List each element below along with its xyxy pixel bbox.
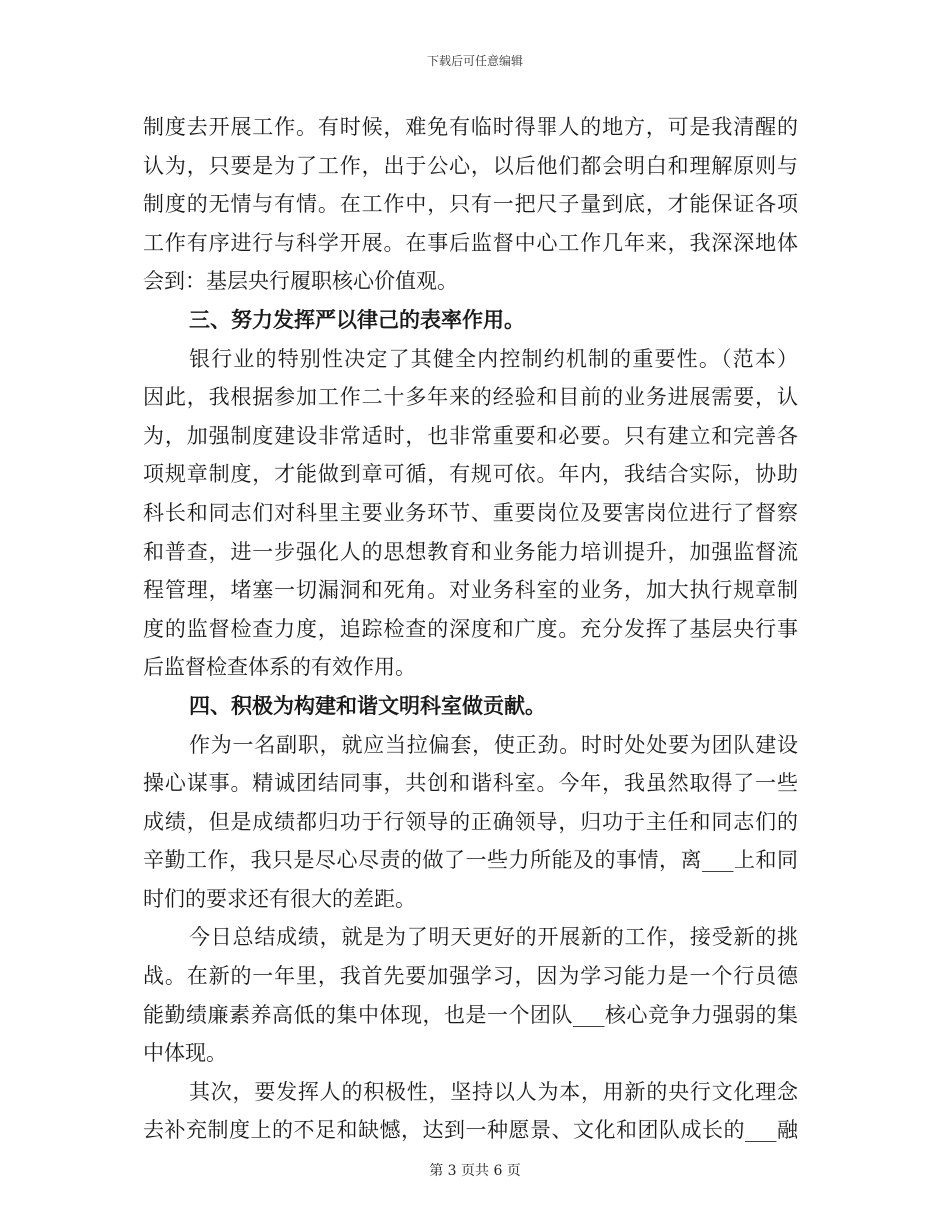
text-line: 度的监督检查力度，追踪检查的深度和广度。充分发挥了基层央行事 [143,616,798,641]
text-line: 银行业的特别性决定了其健全内控制约机制的重要性。（范本） [189,346,798,371]
text-line: 因此，我根据参加工作二十多年来的经验和目前的业务进展需要，认 [143,385,798,410]
text-line: 认为，只要是为了工作，出于公心，以后他们都会明白和理解原则与 [143,153,798,178]
section-heading: 四、积极为构建和谐文明科室做贡献。 [189,692,546,718]
text-line: 制度的无情与有情。在工作中，只有一把尺子量到底，才能保证各项 [143,192,798,217]
text-line: 为，加强制度建设非常适时，也非常重要和必要。只有建立和完善各 [143,423,798,448]
text-line: 和普查，进一步强化人的思想教育和业务能力培训提升，加强监督流 [143,539,798,564]
text-line: 成绩，但是成绩都归功于行领导的正确领导，归功于主任和同志们的 [143,809,798,834]
text-line: 科长和同志们对科里主要业务环节、重要岗位及要害岗位进行了督察 [143,500,798,525]
text-line: 战。在新的一年里，我首先要加强学习，因为学习能力是一个行员德 [143,964,798,989]
page-footer: 第 3 页共 6 页 [429,1163,521,1179]
page-header: 下载后可任意编辑 [426,54,523,68]
text-line: 能勤绩廉素养高低的集中体现，也是一个团队___核心竞争力强弱的集 [143,1002,798,1027]
text-line: 去补充制度上的不足和缺憾，达到一种愿景、文化和团队成长的___融 [143,1118,798,1143]
text-line: 后监督检查体系的有效作用。 [143,655,416,680]
text-line: 作为一名副职，就应当拉偏套，使正劲。时时处处要为团队建设 [189,732,798,757]
text-line: 程管理，堵塞一切漏洞和死角。对业务科室的业务，加大执行规章制 [143,578,798,603]
text-line: 项规章制度，才能做到章可循，有规可依。年内，我结合实际，协助 [143,462,798,487]
text-line: 辛勤工作，我只是尽心尽责的做了一些力所能及的事情，离___上和同 [143,848,798,873]
section-heading: 三、努力发挥严以律己的表率作用。 [189,306,525,332]
text-line: 中体现。 [143,1041,227,1066]
text-line: 工作有序进行与科学开展。在事后监督中心工作几年来，我深深地体 [143,230,798,255]
text-line: 今日总结成绩，就是为了明天更好的开展新的工作，接受新的挑 [189,925,798,950]
text-line: 会到：基层央行履职核心价值观。 [143,269,458,294]
text-line: 操心谋事。精诚团结同事，共创和谐科室。今年，我虽然取得了一些 [143,771,798,796]
text-line: 时们的要求还有很大的差距。 [143,886,416,911]
document-body [143,108,798,1150]
text-line: 制度去开展工作。有时候，难免有临时得罪人的地方，可是我清醒的 [143,115,798,139]
text-line: 其次，要发挥人的积极性，坚持以人为本，用新的央行文化理念 [189,1079,798,1104]
